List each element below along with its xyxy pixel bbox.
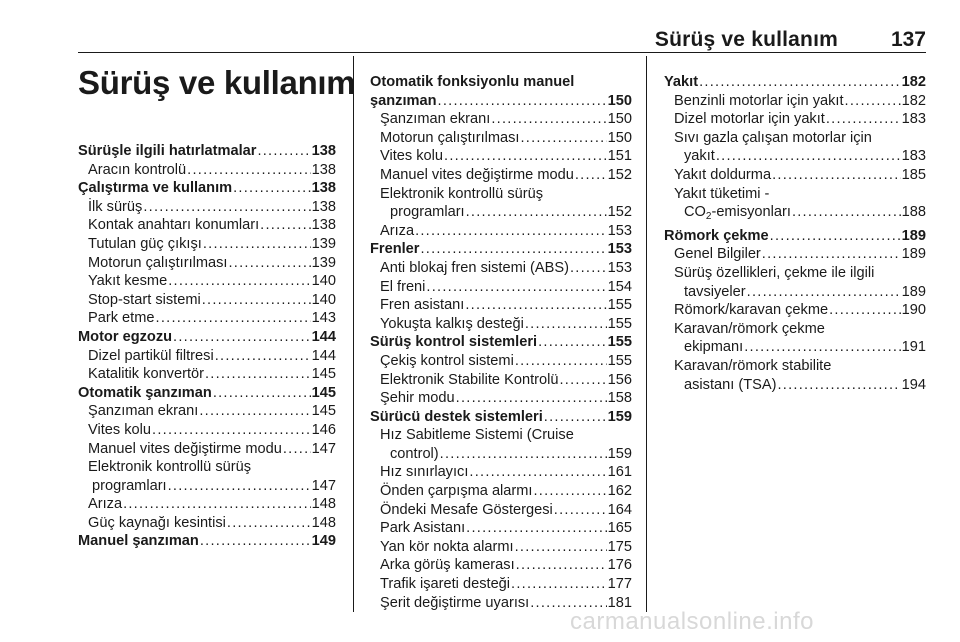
toc-entry-multiline[interactable] [78,458,336,495]
toc-page: 191 [901,339,926,356]
toc-entry[interactable] [370,222,632,241]
toc-label: Önden çarpışma alarmı [380,483,533,500]
toc-page: 153 [607,259,632,276]
toc-label: ekipmanı [684,339,744,356]
column-divider-1 [353,56,354,612]
toc-page: 153 [607,222,632,239]
toc-entry[interactable] [370,501,632,520]
toc-page: 149 [311,533,336,550]
toc-label: Şanzıman ekranı [88,403,199,420]
toc-label: Manuel şanzıman [78,533,199,550]
toc-entry[interactable] [78,440,336,459]
toc-entry[interactable] [370,147,632,166]
toc-label: Yan kör nokta alarmı [380,538,514,555]
dot-leader [123,495,311,514]
toc-page: 139 [311,254,336,271]
toc-label: Trafik işareti desteği [380,576,511,593]
dot-leader [456,389,607,408]
toc-page: 150 [607,92,632,109]
running-header-title: Sürüş ve kullanım [654,28,838,51]
toc-label: programları [92,477,167,494]
dot-leader [829,301,901,320]
toc-label: Vites kolu [380,148,444,165]
dot-leader [699,73,901,92]
dot-leader [465,296,606,315]
dot-leader [415,222,607,241]
toc-entry[interactable] [78,365,336,384]
toc-entry[interactable] [370,129,632,148]
toc-page: 147 [311,477,336,494]
toc-section[interactable] [370,408,632,427]
toc-entry[interactable] [664,92,926,111]
dot-leader [257,142,310,161]
dot-leader [283,440,311,459]
toc-entry[interactable] [664,301,926,320]
dot-leader [777,376,900,395]
toc-entry-continuation [370,92,632,111]
toc-label: Römork/karavan çekme [674,302,829,319]
toc-entry[interactable] [370,259,632,278]
toc-label: Kontak anahtarı konumları [88,217,260,234]
dot-leader [199,402,310,421]
toc-page: 164 [607,501,632,518]
header-rule [78,52,926,53]
toc-entry-continuation [88,477,336,496]
dot-leader [466,519,606,538]
toc-page: 147 [311,440,336,457]
dot-leader [205,365,311,384]
toc-entry[interactable] [370,538,632,557]
toc-entry[interactable] [370,463,632,482]
toc-page: 189 [901,227,926,244]
toc-page: 175 [607,538,632,555]
toc-label: Öndeki Mesafe Göstergesi [380,501,553,518]
toc-page: 138 [311,217,336,234]
toc-entry[interactable] [78,235,336,254]
toc-section[interactable] [78,179,336,198]
toc-page: 138 [311,143,336,159]
dot-leader [744,338,900,357]
toc-page: 182 [901,92,926,109]
toc-entry-multiline[interactable] [664,357,926,394]
toc-page: 183 [901,148,926,165]
toc-label: Frenler [370,241,420,258]
toc-page: 162 [607,483,632,500]
toc-entry[interactable] [370,482,632,501]
toc-page: 144 [311,347,336,364]
toc-label: Motor egzozu [78,328,173,345]
toc-entry[interactable] [78,161,336,180]
toc-entry-multiline[interactable] [664,264,926,301]
toc-entry-line: Sıvı gazla çalışan motorlar için [674,129,872,146]
toc-page: 161 [607,464,632,481]
dot-leader [440,445,607,464]
toc-page: 177 [607,576,632,593]
toc-page: 138 [311,161,336,178]
toc-entry[interactable] [370,315,632,334]
toc-entry-multiline[interactable] [370,185,632,222]
dot-leader [554,501,607,520]
toc-label: Hız sınırlayıcı [380,464,469,481]
toc-label: Yakıt kesme [88,273,168,290]
dot-leader [716,147,901,166]
toc-entry-multiline[interactable] [370,426,632,463]
toc-entry[interactable] [78,216,336,235]
dot-leader [168,272,310,291]
toc-page: 145 [311,403,336,420]
dot-leader [438,92,607,111]
toc-entry[interactable] [78,291,336,310]
toc-label: Aracın kontrolü [88,161,187,178]
toc-page: 155 [607,297,632,314]
toc-page: 152 [607,204,632,221]
dot-leader [772,166,901,185]
page-number: 137 [890,28,926,51]
toc-section[interactable] [370,333,632,352]
toc-page: 158 [607,390,632,407]
dot-leader [511,575,607,594]
toc-section[interactable] [78,532,336,551]
dot-leader [215,347,311,366]
dot-leader [559,371,606,390]
toc-section[interactable] [78,142,336,161]
toc-entry-line: Elektronik kontrollü sürüş [88,459,252,476]
toc-page: 146 [311,421,336,438]
dot-leader [227,514,311,533]
toc-label [684,203,791,227]
toc-label: Güç kaynağı kesintisi [88,514,226,531]
toc-label: Motorun çalıştırılması [380,129,520,146]
toc-entry[interactable] [370,166,632,185]
toc-label: Arka görüş kamerası [380,557,515,574]
toc-page: 138 [311,198,336,215]
dot-leader [229,254,311,273]
toc-label: İlk sürüş [88,198,143,215]
dot-leader [168,477,311,496]
dot-leader [444,147,607,166]
dot-leader [575,166,607,185]
toc-page: 140 [311,291,336,308]
toc-label: Fren asistanı [380,297,465,314]
co2-subscript: 2 [705,211,712,223]
toc-entry-line: Karavan/römork çekme [674,320,825,337]
toc-section-line: Otomatik fonksiyonlu manuel [370,74,575,90]
toc-entry[interactable] [78,272,336,291]
toc-page: 176 [607,557,632,574]
toc-page: 159 [607,445,632,462]
toc-page: 151 [607,148,632,165]
toc-entry[interactable] [78,402,336,421]
toc-page: 155 [607,334,632,351]
dot-leader [570,259,607,278]
toc-label: Arıza [88,496,123,513]
dot-leader [187,161,310,180]
toc-entry-continuation [674,203,926,227]
dot-leader [792,203,901,222]
toc-page: 185 [901,166,926,183]
dot-leader [469,463,606,482]
toc-entry-multiline[interactable] [664,185,926,227]
co2-rest: -emisyonları [711,204,791,221]
toc-entry-line: Sürüş özellikleri, çekme ile ilgili [674,264,875,281]
toc-label: Yakıt [664,74,699,90]
toc-label: yakıt [684,148,715,165]
toc-page: 182 [901,74,926,90]
dot-leader [544,408,607,427]
toc-page: 190 [901,302,926,319]
toc-page: 156 [607,371,632,388]
toc-entry-multiline[interactable] [664,320,926,357]
toc-page: 188 [901,204,926,221]
dot-leader [213,384,311,403]
toc-entry[interactable] [370,296,632,315]
toc-label: Vites kolu [88,421,152,438]
dot-leader [845,92,901,111]
toc-page: 139 [311,235,336,252]
dot-leader [260,216,310,235]
toc-section[interactable] [78,328,336,347]
dot-leader [515,538,607,557]
toc-label: Tutulan güç çıkışı [88,235,202,252]
toc-label: Anti blokaj fren sistemi (ABS) [380,259,569,276]
toc-entry[interactable] [78,347,336,366]
toc-label: programları [390,204,465,221]
toc-page: 148 [311,514,336,531]
toc-label: Dizel motorlar için yakıt [674,111,825,128]
toc-page: 144 [311,328,336,345]
toc-label: asistanı (TSA) [684,376,777,393]
toc-entry-line: Karavan/römork stabilite [674,357,832,374]
dot-leader [534,482,607,501]
dot-leader [466,203,607,222]
toc-label: şanzıman [370,92,437,109]
dot-leader [156,309,311,328]
toc-entry-continuation [674,376,926,395]
toc-page: 189 [901,283,926,300]
toc-section[interactable] [78,384,336,403]
toc-entry[interactable] [78,495,336,514]
toc-entry-continuation [674,147,926,166]
toc-page: 183 [901,111,926,128]
toc-section-multiline[interactable] [370,73,632,110]
toc-label: Benzinli motorlar için yakıt [674,92,844,109]
toc-entry-continuation [380,203,632,222]
toc-section[interactable] [664,73,926,92]
dot-leader [515,352,607,371]
toc-page: 140 [311,273,336,290]
toc-label: Şerit değiştirme uyarısı [380,594,530,611]
toc-page: 155 [607,352,632,369]
toc-page: 152 [607,166,632,183]
toc-entry-line: Elektronik kontrollü sürüş [380,185,544,202]
watermark: carmanualsonline.info [570,608,814,635]
toc-page: 150 [607,111,632,128]
toc-entry[interactable] [370,352,632,371]
toc-label: Manuel vites değiştirme modu [88,440,282,457]
toc-label: Elektronik Stabilite Kontrolü [380,371,559,388]
dot-leader [525,315,607,334]
toc-entry-continuation [380,445,632,464]
toc-page: 143 [311,310,336,327]
toc-label: Şanzıman ekranı [380,111,491,128]
toc-label: Park etme [88,310,155,327]
toc-label: Çekiş kontrol sistemi [380,352,514,369]
toc-entry-line: Hız Sabitleme Sistemi (Cruise [380,427,574,444]
co2-co: CO [684,204,706,221]
toc-label: Katalitik konvertör [88,366,204,383]
dot-leader [420,240,606,259]
toc-entry[interactable] [664,245,926,264]
toc-label: El freni [380,278,426,295]
toc-label: Motorun çalıştırılması [88,254,228,271]
toc-entry[interactable] [78,309,336,328]
toc-entry-line: Yakıt tüketimi - [674,185,770,202]
toc-section[interactable] [664,227,926,246]
toc-entry[interactable] [370,519,632,538]
toc-page: 154 [607,278,632,295]
toc-page: 155 [607,315,632,332]
toc-column-1 [78,142,336,551]
dot-leader [173,328,311,347]
toc-page: 145 [311,384,336,401]
toc-label: Yakıt doldurma [674,166,772,183]
column-divider-2 [646,56,647,612]
toc-label: Sürüş kontrol sistemleri [370,334,538,351]
toc-label: Sürücü destek sistemleri [370,408,543,425]
toc-page: 194 [901,376,926,393]
toc-entry[interactable] [664,166,926,185]
toc-entry[interactable] [370,278,632,297]
dot-leader [521,129,607,148]
dot-leader [202,291,311,310]
toc-page: 153 [607,241,632,258]
dot-leader [143,198,310,217]
dot-leader [538,333,607,352]
toc-label: tavsiyeler [684,283,746,300]
toc-section[interactable] [370,240,632,259]
toc-entry[interactable] [664,110,926,129]
toc-label: Römork çekme [664,227,769,244]
dot-leader [516,556,607,575]
toc-entry[interactable] [78,254,336,273]
toc-entry[interactable] [370,371,632,390]
toc-page: 148 [311,496,336,513]
dot-leader [200,532,311,551]
toc-column-2 [370,73,632,612]
dot-leader [826,110,901,129]
toc-label: Şehir modu [380,390,455,407]
toc-label: Dizel partikül filtresi [88,347,214,364]
toc-page: 159 [607,408,632,425]
toc-label: Çalıştırma ve kullanım [78,180,233,197]
toc-label: Sürüşle ilgili hatırlatmalar [78,143,257,159]
toc-entry[interactable] [78,198,336,217]
toc-label: Genel Bilgiler [674,246,761,263]
toc-entry[interactable] [370,110,632,129]
toc-entry-continuation [674,338,926,357]
toc-entry[interactable] [78,514,336,533]
toc-entry[interactable] [78,421,336,440]
dot-leader [491,110,606,129]
toc-label: Arıza [380,222,415,239]
toc-entry[interactable] [370,575,632,594]
toc-entry-continuation [674,283,926,302]
toc-label: Yokuşta kalkış desteği [380,315,524,332]
toc-label: Park Asistanı [380,520,466,537]
toc-label: control) [390,445,439,462]
dot-leader [203,235,311,254]
dot-leader [747,283,901,302]
toc-page: 165 [607,520,632,537]
toc-label: Otomatik şanzıman [78,384,212,401]
toc-entry[interactable] [370,556,632,575]
toc-label: Stop-start sistemi [88,291,201,308]
dot-leader [762,245,901,264]
toc-page: 138 [311,180,336,197]
toc-label: Manuel vites değiştirme modu [380,166,574,183]
dot-leader [152,421,311,440]
dot-leader [770,227,901,246]
dot-leader [426,278,606,297]
dot-leader [233,179,311,198]
toc-page: 150 [607,129,632,146]
toc-entry[interactable] [370,389,632,408]
toc-column-3 [664,73,926,394]
toc-entry-multiline[interactable] [664,129,926,166]
toc-page: 189 [901,246,926,263]
toc-page: 181 [607,594,632,611]
chapter-title: Sürüş ve kullanım [78,64,356,101]
toc-page: 145 [311,366,336,383]
